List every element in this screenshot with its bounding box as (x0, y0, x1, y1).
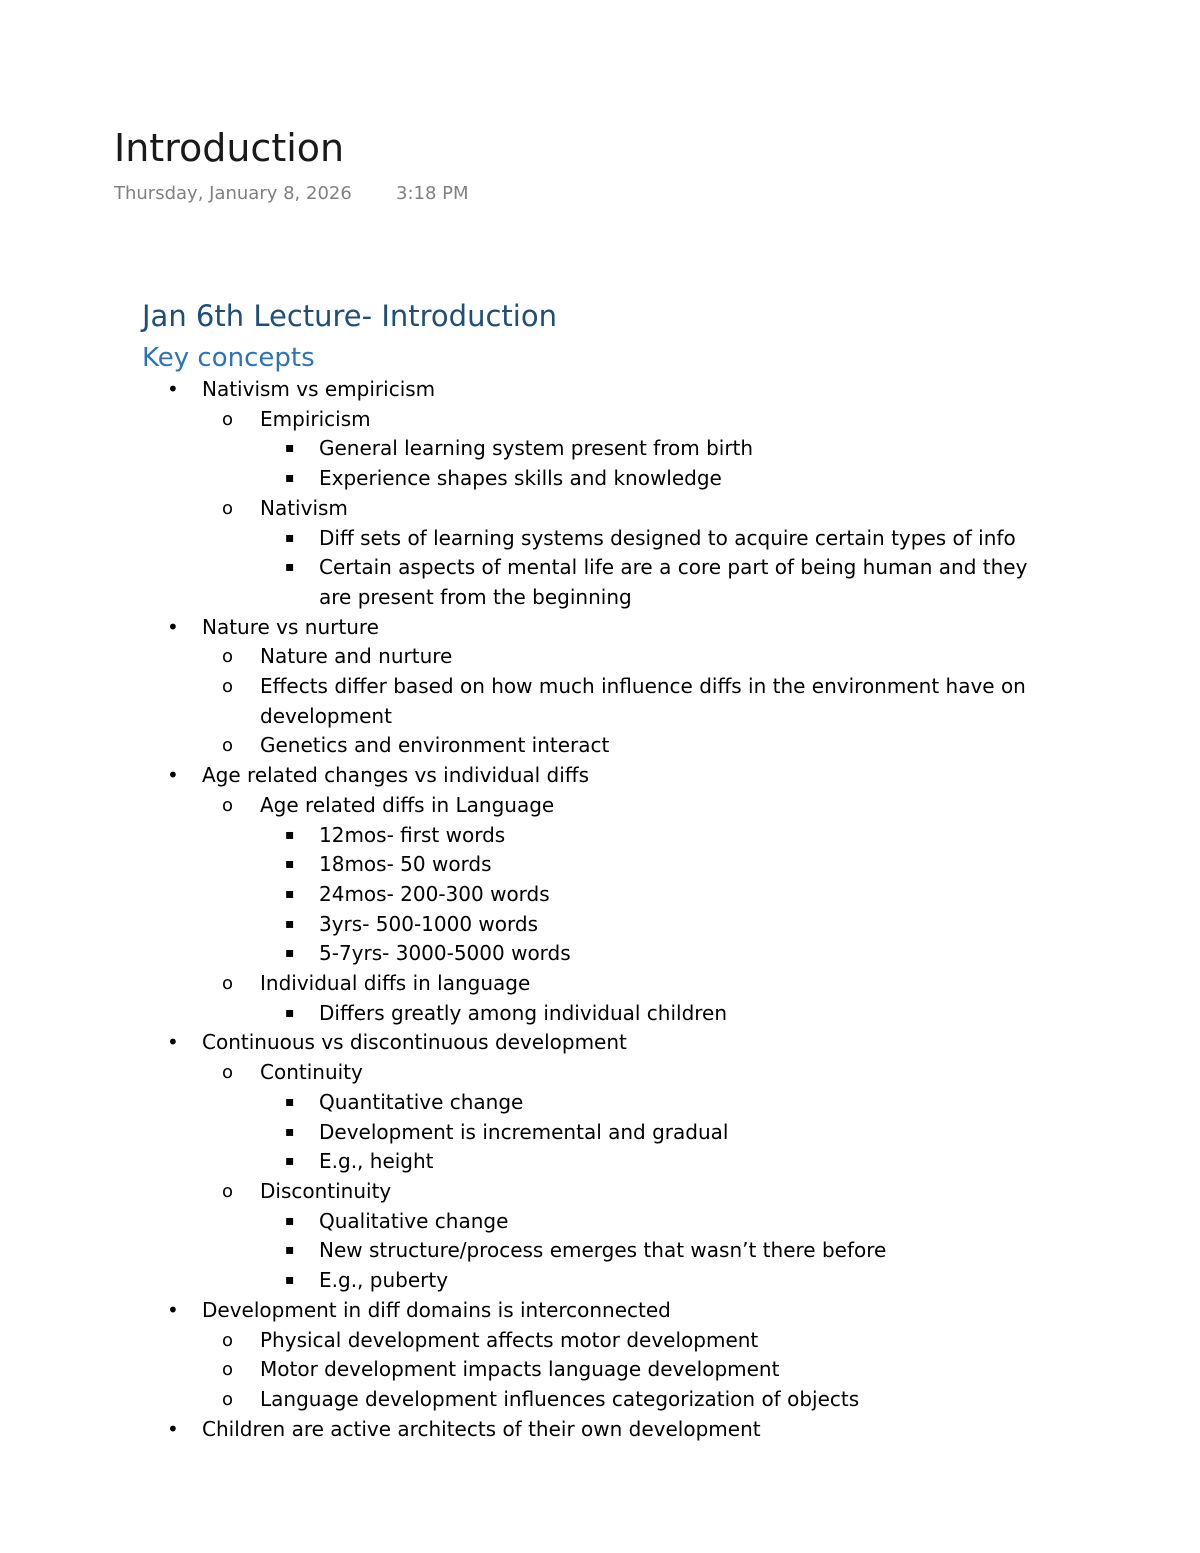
outline-item-text: 12mos- first words (319, 822, 506, 847)
outline-item-level-2 (0, 731, 1200, 761)
outline-item-level-2 (0, 969, 1200, 999)
bullet-level-1-icon: • (167, 1297, 179, 1322)
outline-item-level-3 (0, 910, 1200, 940)
outline-item-text: New structure/process emerges that wasn’t there before (319, 1238, 887, 1263)
outline-item-level-2 (0, 791, 1200, 821)
outline-item-level-3 (0, 1118, 1200, 1148)
bullet-level-2-icon: o (222, 1329, 234, 1351)
outline-item-level-1 (0, 761, 1200, 791)
bullet-level-3-icon: ▪ (285, 559, 295, 576)
outline-item-level-2 (0, 405, 1200, 435)
outline-list (0, 375, 1200, 1444)
outline-item-text: 24mos- 200-300 words (319, 881, 550, 906)
bullet-level-3-icon: ▪ (285, 1272, 295, 1289)
outline-item-level-3 (0, 1088, 1200, 1118)
outline-item-text: Discontinuity (260, 1178, 392, 1203)
outline-item-text: Diff sets of learning systems designed to acquire certain types of info (319, 525, 1016, 550)
bullet-level-1-icon: • (167, 1416, 179, 1441)
outline-item-text: Experience shapes skills and knowledge (319, 466, 722, 491)
bullet-level-3-icon: ▪ (285, 1153, 295, 1170)
bullet-level-2-icon: o (222, 1062, 234, 1084)
outline-item-text: Effects differ based on how much influence diffs in the environment have on development (260, 674, 1026, 728)
bullet-level-2-icon: o (222, 794, 234, 816)
outline-item-level-3 (0, 880, 1200, 910)
outline-item-text: Children are active architects of their own development (202, 1416, 761, 1441)
outline-item-text: Differs greatly among individual children (319, 1000, 728, 1025)
page-time: 3:18 PM (396, 183, 469, 204)
outline-item-text: Age related diffs in Language (260, 792, 555, 817)
outline-item-text: Motor development impacts language development (260, 1357, 780, 1382)
bullet-level-3-icon: ▪ (285, 945, 295, 962)
bullet-level-3-icon: ▪ (285, 440, 295, 457)
outline-item-level-2 (0, 1177, 1200, 1207)
page-date: Thursday, January 8, 2026 (114, 183, 352, 204)
outline-item-text: Certain aspects of mental life are a core part of being human and they are present from the beginning (319, 555, 1028, 609)
outline-item-level-3 (0, 850, 1200, 880)
outline-item-text: E.g., puberty (319, 1268, 449, 1293)
outline-item-text: Qualitative change (319, 1208, 509, 1233)
outline-item-level-3 (0, 939, 1200, 969)
page-title: Introduction (114, 126, 345, 170)
bullet-level-2-icon: o (222, 973, 234, 995)
bullet-level-2-icon: o (222, 646, 234, 668)
outline-item-level-2 (0, 1058, 1200, 1088)
bullet-level-2-icon: o (222, 1359, 234, 1381)
outline-item-text: Development in diff domains is interconnected (202, 1297, 671, 1322)
outline-item-level-1 (0, 1415, 1200, 1445)
outline-item-text: General learning system present from birth (319, 436, 754, 461)
outline-item-text: Continuous vs discontinuous development (202, 1030, 627, 1055)
outline-item-level-3 (0, 524, 1200, 554)
bullet-level-3-icon: ▪ (285, 826, 295, 843)
bullet-level-3-icon: ▪ (285, 529, 295, 546)
bullet-level-3-icon: ▪ (285, 1093, 295, 1110)
outline-item-level-3 (0, 464, 1200, 494)
outline-item-level-1 (0, 1028, 1200, 1058)
outline-item-level-3 (0, 434, 1200, 464)
bullet-level-2-icon: o (222, 676, 234, 698)
section-heading: Key concepts (142, 343, 315, 373)
outline-item-level-3 (0, 1147, 1200, 1177)
bullet-level-2-icon: o (222, 735, 234, 757)
bullet-level-3-icon: ▪ (285, 470, 295, 487)
outline-item-text: Nature and nurture (260, 644, 453, 669)
outline-item-text: 18mos- 50 words (319, 852, 492, 877)
bullet-level-2-icon: o (222, 408, 234, 430)
bullet-level-3-icon: ▪ (285, 915, 295, 932)
bullet-level-3-icon: ▪ (285, 1004, 295, 1021)
outline-item-text: Age related changes vs individual diffs (202, 763, 590, 788)
outline-item-text: Nativism (260, 495, 348, 520)
bullet-level-3-icon: ▪ (285, 1212, 295, 1229)
outline-item-text: 5-7yrs- 3000-5000 words (319, 941, 571, 966)
outline-item-level-2 (0, 494, 1200, 524)
bullet-level-2-icon: o (222, 1388, 234, 1410)
bullet-level-3-icon: ▪ (285, 1242, 295, 1259)
outline-item-level-2 (0, 1326, 1200, 1356)
outline-item-text: Genetics and environment interact (260, 733, 610, 758)
outline-item-text: Nature vs nurture (202, 614, 379, 639)
outline-item-level-3 (0, 553, 1200, 612)
bullet-level-1-icon: • (167, 377, 179, 401)
bullet-level-1-icon: • (167, 1030, 179, 1055)
outline-item-text: Continuity (260, 1060, 363, 1085)
outline-item-level-3 (0, 1266, 1200, 1296)
outline-item-text: Language development influences categorization of objects (260, 1386, 860, 1411)
outline-item-level-2 (0, 1385, 1200, 1415)
outline-item-level-3 (0, 1207, 1200, 1237)
outline-item-level-3 (0, 999, 1200, 1029)
bullet-level-2-icon: o (222, 1180, 234, 1202)
outline-item-text: Development is incremental and gradual (319, 1119, 729, 1144)
outline-item-level-2 (0, 1355, 1200, 1385)
bullet-level-2-icon: o (222, 497, 234, 519)
outline-item-level-2 (0, 672, 1200, 731)
outline-item-text: 3yrs- 500-1000 words (319, 911, 539, 936)
outline-item-level-2 (0, 642, 1200, 672)
outline-item-level-3 (0, 1236, 1200, 1266)
bullet-level-1-icon: • (167, 614, 179, 639)
outline-item-level-1 (0, 613, 1200, 643)
bullet-level-3-icon: ▪ (285, 856, 295, 873)
outline-item-level-3 (0, 821, 1200, 851)
bullet-level-3-icon: ▪ (285, 1123, 295, 1140)
outline-item-level-1 (0, 375, 1200, 405)
lecture-heading: Jan 6th Lecture- Introduction (142, 299, 557, 333)
outline-item-text: Empiricism (260, 406, 371, 431)
outline-item-text: Physical development affects motor development (260, 1327, 759, 1352)
outline-item-level-1 (0, 1296, 1200, 1326)
bullet-level-1-icon: • (167, 763, 179, 788)
outline-item-text: Nativism vs empiricism (202, 377, 436, 401)
outline-item-text: Quantitative change (319, 1089, 524, 1114)
outline-item-text: Individual diffs in language (260, 971, 531, 996)
bullet-level-3-icon: ▪ (285, 885, 295, 902)
outline-item-text: E.g., height (319, 1149, 434, 1174)
